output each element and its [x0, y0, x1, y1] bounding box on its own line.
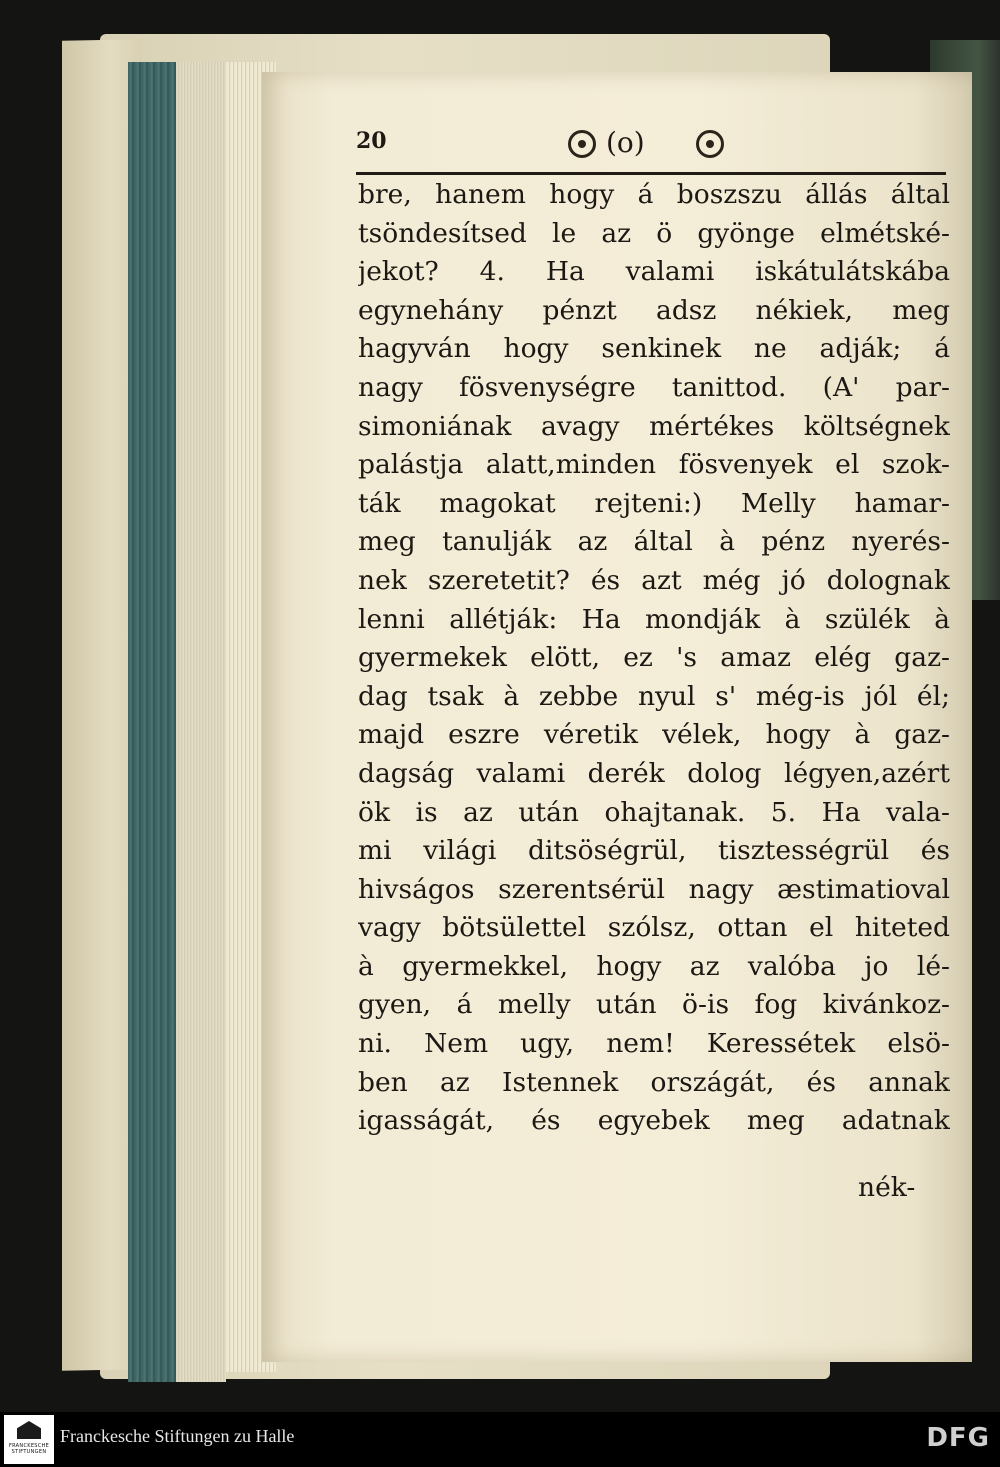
text-line: vagy bötsülettel szólsz, ottan el hiteted — [358, 912, 950, 944]
text-line: egynehány pénzt adsz nékiek, meg — [358, 294, 950, 326]
text-line: simoniának avagy mértékes költségnek — [358, 410, 950, 442]
text-line: hagyván hogy senkinek ne adják; á — [358, 333, 950, 365]
franckesche-logo[interactable] — [4, 1415, 54, 1464]
page-number: 20 — [356, 128, 387, 154]
text-line: mi világi ditsöségrül, tisztességrül és — [358, 835, 950, 867]
text-line: dagság valami derék dolog légyen,azért — [358, 757, 950, 789]
header-rule — [356, 172, 946, 175]
rosette-ornament-icon — [696, 130, 724, 158]
page-header — [356, 128, 946, 174]
text-line: hivságos szerentsérül nagy æstimatioval — [358, 873, 950, 905]
text-line: palástja alatt,minden fösvenyek el szok- — [358, 449, 950, 481]
text-line: ben az Istennek országát, és annak — [358, 1066, 950, 1098]
header-ornament: (o) — [606, 126, 645, 159]
text-line: tsöndesítsed le az ö gyönge elmétské- — [358, 217, 950, 249]
text-line: bre, hanem hogy á boszszu állás által — [358, 179, 950, 210]
text-line: lenni allétják: Ha mondják à szülék à — [358, 603, 950, 635]
text-line: nek szeretetit? és azt még jó dolognak — [358, 564, 950, 596]
text-line: majd eszre véretik vélek, hogy à gaz- — [358, 719, 950, 751]
text-line: igasságát, és egyebek meg adatnak — [358, 1105, 950, 1137]
dfg-logo[interactable]: DFG — [926, 1423, 990, 1453]
page-text — [358, 176, 950, 1141]
orphanage-building-icon — [17, 1421, 41, 1439]
catchword: nék- — [858, 1172, 916, 1203]
footer-bar — [0, 1412, 1000, 1467]
page-edges-paper — [176, 62, 226, 1382]
text-line: dag tsak à zebbe nyul s' még-is jól él; — [358, 680, 950, 712]
text-line: à gyermekkel, hogy az valóba jo lé- — [358, 950, 950, 982]
text-line: meg tanulják az által à pénz nyerés- — [358, 526, 950, 558]
text-line: ták magokat rejteni:) Melly hamar- — [358, 487, 950, 519]
rosette-ornament-icon — [568, 130, 596, 158]
text-line: gyermekek elött, ez 's amaz elég gaz- — [358, 642, 950, 674]
text-line: jekot? 4. Ha valami iskátulátskába — [358, 256, 950, 288]
text-line: ök is az után ohajtanak. 5. Ha vala- — [358, 796, 950, 828]
text-line: nagy fösvenységre tanittod. (A' par- — [358, 371, 950, 403]
logo-text: FRANCKESCHE STIFTUNGEN — [8, 1443, 50, 1455]
institution-name[interactable]: Franckesche Stiftungen zu Halle — [60, 1426, 295, 1446]
text-line: gyen, á melly után ö-is fog kivánkoz- — [358, 989, 950, 1021]
text-line: ni. Nem ugy, nem! Keressétek elsö- — [358, 1028, 950, 1060]
